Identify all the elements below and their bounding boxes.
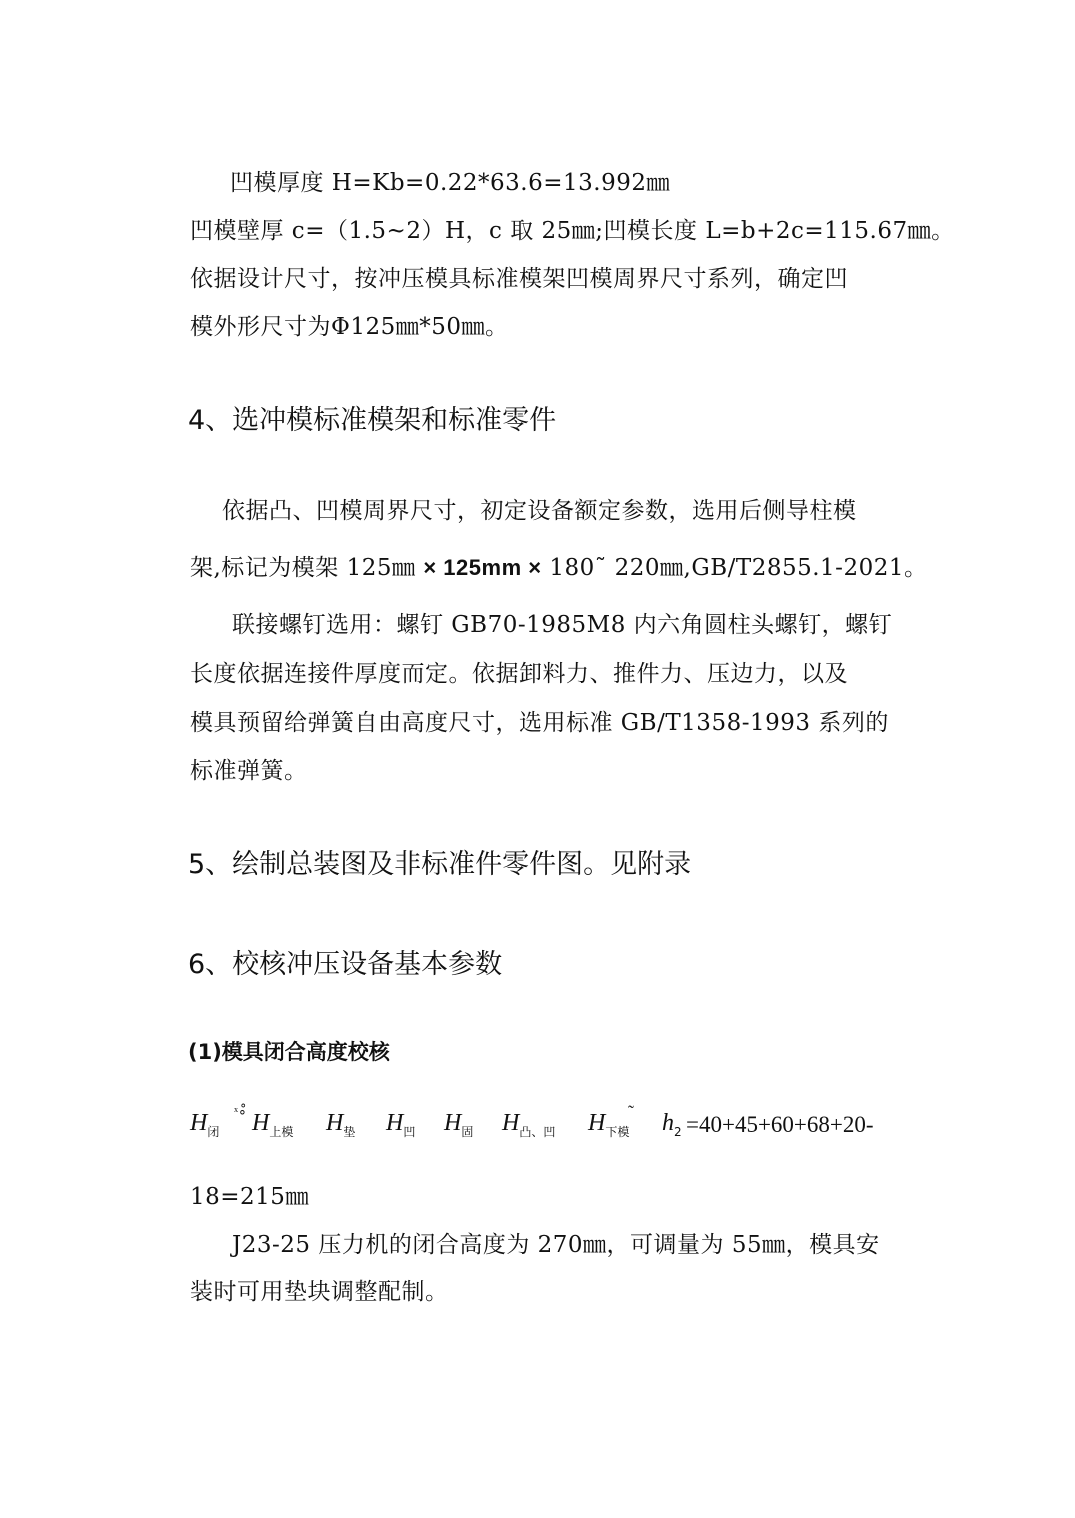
dimension-bold-text: × 125mm × — [423, 555, 542, 580]
formula-term: $h_2$ — [662, 1110, 682, 1139]
formula-result: =40+45+60+68+20- — [686, 1112, 874, 1137]
text-line: J23-25 压力机的闭合高度为 270㎜，可调量为 55㎜，模具安 — [232, 1232, 880, 1258]
text-line — [190, 549, 927, 582]
formula-term: $H_闭$ — [190, 1110, 220, 1139]
section-5-heading: 5、绘制总装图及非标准件零件图。见附录 — [188, 849, 692, 880]
formula-symbol: ˜ — [628, 1102, 634, 1122]
subsection-heading: (1)模具闭合高度校核 — [188, 1040, 390, 1064]
text-line: 模外形尺寸为Φ125㎜*50㎜。 — [190, 314, 509, 340]
formula-term: $H_凹$ — [386, 1110, 416, 1139]
section-4-heading: 4、选冲模标准模架和标准零件 — [188, 405, 557, 436]
text-line: 联接螺钉选用：螺钉 GB70-1985M8 内六角圆柱头螺钉，螺钉 — [232, 612, 893, 638]
formula-term: $H_垫$ — [326, 1110, 356, 1139]
text-line: 长度依据连接件厚度而定。依据卸料力、推件力、压边力，以及 — [190, 661, 848, 687]
text-line: 装时可用垫块调整配制。 — [190, 1279, 449, 1305]
section-6-heading: 6、校核冲压设备基本参数 — [188, 949, 503, 980]
text-line: 模具预留给弹簧自由高度尺寸，选用标准 GB/T1358-1993 系列的 — [190, 710, 889, 736]
formula-term: $H_{下模}$ — [588, 1110, 630, 1139]
text-line: 凹模厚度 H=Kb=0.22*63.6=13.992㎜ — [230, 170, 670, 196]
formula-term: $H_固$ — [444, 1110, 474, 1139]
text-span: 架,标记为模架 125㎜ — [190, 555, 416, 581]
text-line: 依据设计尺寸，按冲压模具标准模架凹模周界尺寸系列，确定凹 — [190, 266, 848, 292]
text-line: 18=215㎜ — [190, 1184, 309, 1210]
text-line: 凹模壁厚 c=（1.5~2）H，c 取 25㎜;凹模长度 L=b+2c=115.67㎜。 — [190, 218, 955, 244]
formula-term: $H_{上模}$ — [252, 1110, 294, 1139]
formula-symbol: ˣ∘̊ — [234, 1105, 247, 1120]
text-span: 180˜ 220㎜,GB/T2855.1-2021。 — [549, 555, 928, 581]
formula-term: $H_{凸、凹}$ — [502, 1110, 556, 1139]
text-line: 依据凸、凹模周界尺寸，初定设备额定参数，选用后侧导柱模 — [222, 498, 857, 524]
closing-height-formula — [190, 1102, 890, 1150]
text-line: 标准弹簧。 — [190, 758, 308, 784]
